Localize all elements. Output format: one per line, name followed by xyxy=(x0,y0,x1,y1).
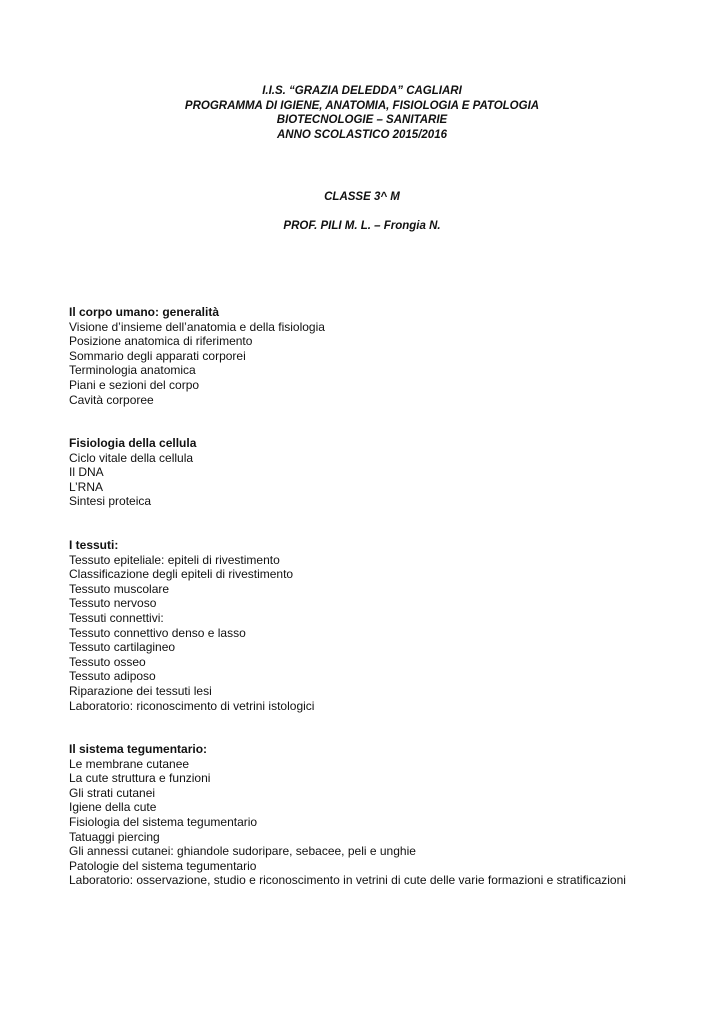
section-title: I tessuti: xyxy=(69,538,119,552)
list-item: Il DNA xyxy=(69,465,104,480)
list-item: Piani e sezioni del corpo xyxy=(69,377,200,392)
list-item: Laboratorio: riconoscimento di vetrini istologici xyxy=(69,698,315,713)
section-tessuti xyxy=(69,538,709,713)
list-item: Igiene della cute xyxy=(69,800,157,815)
list-item: Ciclo vitale della cellula xyxy=(69,450,194,465)
school-name: I.I.S. “GRAZIA DELEDDA” CAGLIARI xyxy=(262,85,462,97)
list-item: Cavità corporee xyxy=(69,392,154,407)
list-item: Tessuto epiteliale: epiteli di rivestimento xyxy=(69,552,280,567)
list-item: Le membrane cutanee xyxy=(69,756,190,771)
list-item: L’RNA xyxy=(69,479,104,494)
list-item: Tessuto muscolare xyxy=(69,581,170,596)
list-item: Tatuaggi piercing xyxy=(69,829,160,844)
course-track: BIOTECNOLOGIE – SANITARIE xyxy=(276,114,448,127)
section-sistema-tegumentario xyxy=(69,742,709,888)
list-item: Visione d’insieme dell’anatomia e della fisiologia xyxy=(69,319,325,334)
list-item: Gli strati cutanei xyxy=(69,785,156,800)
section-title: Fisiologia della cellula xyxy=(69,436,197,450)
professor-label: PROF. PILI M. L. – Frongia N. xyxy=(283,220,441,232)
program-title: PROGRAMMA DI IGIENE, ANATOMIA, FISIOLOGIA E PATOLOGIA xyxy=(184,99,540,112)
list-item: Tessuto cartilagineo xyxy=(69,640,176,655)
list-item: Classificazione degli epiteli di rivestimento xyxy=(69,567,294,582)
list-item: Gli annessi cutanei: ghiandole sudoripare, sebacee, peli e unghie xyxy=(69,844,416,859)
document-header xyxy=(0,84,724,142)
class-label: CLASSE 3^ M xyxy=(324,191,400,203)
list-item: Tessuti connettivi: xyxy=(69,610,164,625)
list-item: Laboratorio: osservazione, studio e riconoscimento in vetrini di cute delle varie formazioni e stratificazioni xyxy=(69,873,626,888)
list-item: Sommario degli apparati corporei xyxy=(69,348,246,363)
list-item: Tessuto nervoso xyxy=(69,596,157,611)
list-item: Fisiologia del sistema tegumentario xyxy=(69,814,258,829)
list-item: Sintesi proteica xyxy=(69,494,152,509)
list-item: Tessuto osseo xyxy=(69,654,146,669)
section-fisiologia-cellula xyxy=(69,436,709,509)
list-item: Posizione anatomica di riferimento xyxy=(69,334,253,349)
school-year: ANNO SCOLASTICO 2015/2016 xyxy=(276,128,447,141)
list-item: Riparazione dei tessuti lesi xyxy=(69,683,212,698)
list-item: Tessuto adiposo xyxy=(69,669,156,684)
list-item: Patologie del sistema tegumentario xyxy=(69,858,257,873)
section-corpo-umano xyxy=(69,305,709,407)
list-item: Tessuto connettivo denso e lasso xyxy=(69,625,246,640)
list-item: Terminologia anatomica xyxy=(69,363,196,378)
section-title: Il sistema tegumentario: xyxy=(69,742,208,756)
section-title: Il corpo umano: generalità xyxy=(69,305,220,319)
list-item: La cute struttura e funzioni xyxy=(69,771,211,786)
